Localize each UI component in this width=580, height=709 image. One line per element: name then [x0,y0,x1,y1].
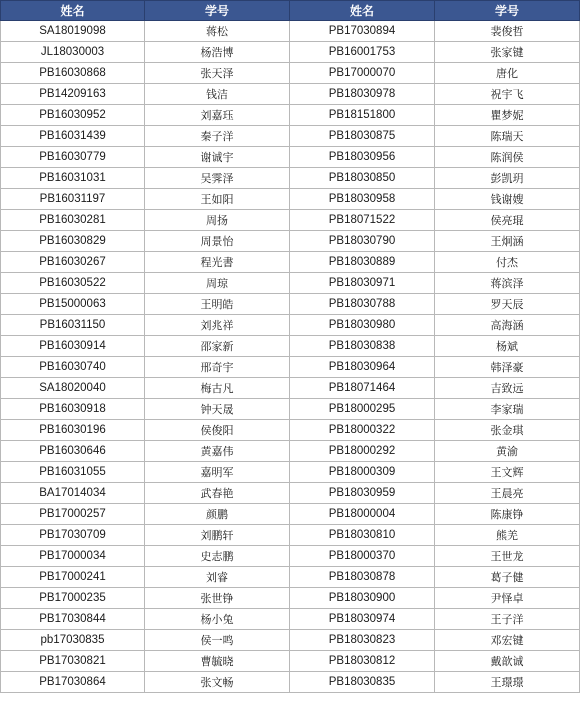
student-id-cell: PB16030281 [1,210,145,231]
student-name-cell: 梅古凡 [145,378,290,399]
student-id-cell: PB18071464 [290,378,435,399]
student-id-cell: PB18030823 [290,630,435,651]
student-id-cell: PB18000004 [290,504,435,525]
student-id-cell: PB17030894 [290,21,435,42]
student-id-cell: PB16031197 [1,189,145,210]
header-name-col-2: 姓名 [290,1,435,21]
student-name-cell: 钱谢嫂 [435,189,580,210]
student-id-cell: PB18000292 [290,441,435,462]
student-id-cell: PB16030267 [1,252,145,273]
student-id-cell: PB16030918 [1,399,145,420]
student-name-cell: 周扬 [145,210,290,231]
student-id-cell: PB17030821 [1,651,145,672]
student-name-cell: 周琼 [145,273,290,294]
student-id-cell: PB18030875 [290,126,435,147]
student-name-cell: 祝宇飞 [435,84,580,105]
student-name-cell: 张天泽 [145,63,290,84]
student-id-cell: pb17030835 [1,630,145,651]
student-id-cell: PB16030740 [1,357,145,378]
student-name-cell: 蒋滨泽 [435,273,580,294]
table-row [1,504,580,525]
student-name-cell: 李家瑞 [435,399,580,420]
student-id-cell: JL18030003 [1,42,145,63]
table-row [1,105,580,126]
student-name-cell: 王璟璟 [435,672,580,693]
table-row [1,651,580,672]
student-name-cell: 钟天晟 [145,399,290,420]
header-id-col-2: 学号 [435,1,580,21]
student-id-cell: PB16030952 [1,105,145,126]
table-row [1,378,580,399]
student-id-cell: PB18030964 [290,357,435,378]
student-id-cell: PB18030959 [290,483,435,504]
student-name-cell: 周景怡 [145,231,290,252]
student-id-cell: PB16030868 [1,63,145,84]
student-name-cell: 杨斌 [435,336,580,357]
student-id-cell: PB18030850 [290,168,435,189]
student-id-cell: PB16030196 [1,420,145,441]
table-row [1,21,580,42]
student-name-cell: 王子洋 [435,609,580,630]
student-name-cell: 葛子健 [435,567,580,588]
student-name-cell: 侯俊阳 [145,420,290,441]
table-row [1,525,580,546]
student-name-cell: 裴俊哲 [435,21,580,42]
student-id-cell: PB18030974 [290,609,435,630]
student-name-cell: 张世铮 [145,588,290,609]
table-row [1,42,580,63]
student-name-cell: 吉致远 [435,378,580,399]
student-name-cell: 侯亮琨 [435,210,580,231]
table-row [1,273,580,294]
table-row [1,546,580,567]
student-id-cell: PB18030790 [290,231,435,252]
header-id-col-1: 学号 [145,1,290,21]
student-name-cell: 张文畅 [145,672,290,693]
student-id-cell: PB17000235 [1,588,145,609]
student-id-cell: PB18000309 [290,462,435,483]
table-row [1,336,580,357]
student-name-cell: 陈润侯 [435,147,580,168]
student-name-cell: 钱洁 [145,84,290,105]
student-id-cell: PB17000070 [290,63,435,84]
student-name-cell: 邓宏键 [435,630,580,651]
student-id-cell: PB18030810 [290,525,435,546]
student-name-cell: 黄嘉伟 [145,441,290,462]
table-row [1,126,580,147]
student-name-cell: 刘兆祥 [145,315,290,336]
student-name-cell: 熊羌 [435,525,580,546]
student-name-cell: 瞿梦妮 [435,105,580,126]
student-id-cell: PB18000370 [290,546,435,567]
student-name-cell: 王如阳 [145,189,290,210]
student-name-cell: 嘉明军 [145,462,290,483]
table-row [1,84,580,105]
table-row [1,189,580,210]
student-name-cell: 吴霁泽 [145,168,290,189]
student-id-cell: BA17014034 [1,483,145,504]
student-id-cell: PB17030844 [1,609,145,630]
student-name-cell: 罗天辰 [435,294,580,315]
student-id-cell: PB16031150 [1,315,145,336]
student-name-cell: 秦子洋 [145,126,290,147]
student-name-cell: 韩泽豪 [435,357,580,378]
table-row [1,672,580,693]
table-row [1,399,580,420]
student-id-cell: PB18030812 [290,651,435,672]
student-name-cell: 付杰 [435,252,580,273]
student-id-cell: PB18000322 [290,420,435,441]
student-name-cell: 史志鹏 [145,546,290,567]
student-id-cell: PB18030835 [290,672,435,693]
student-id-cell: PB18030900 [290,588,435,609]
student-name-cell: 程光書 [145,252,290,273]
student-name-cell: 颜鹏 [145,504,290,525]
student-name-cell: 彭凯玥 [435,168,580,189]
student-id-cell: PB17000257 [1,504,145,525]
student-id-cell: PB17000034 [1,546,145,567]
table-row [1,210,580,231]
header-row [1,1,580,21]
student-id-cell: PB18030956 [290,147,435,168]
student-id-cell: PB18030978 [290,84,435,105]
table-row [1,441,580,462]
student-name-cell: 王明皓 [145,294,290,315]
student-id-cell: PB14209163 [1,84,145,105]
student-id-cell: PB18030889 [290,252,435,273]
student-name-cell: 杨浩博 [145,42,290,63]
student-id-cell: PB16031055 [1,462,145,483]
student-id-cell: PB18030838 [290,336,435,357]
student-id-cell: PB17000241 [1,567,145,588]
student-name-cell: 杨小兔 [145,609,290,630]
roster-body [1,21,580,693]
student-name-cell: 蒋松 [145,21,290,42]
student-name-cell: 陈康铮 [435,504,580,525]
table-row [1,588,580,609]
table-row [1,63,580,84]
table-row [1,462,580,483]
student-name-cell: 武春艳 [145,483,290,504]
student-name-cell: 高海涵 [435,315,580,336]
student-id-cell: SA18020040 [1,378,145,399]
student-name-cell: 唐化 [435,63,580,84]
table-row [1,420,580,441]
student-id-cell: PB18030971 [290,273,435,294]
student-id-cell: PB16030646 [1,441,145,462]
student-name-cell: 谢诚宇 [145,147,290,168]
student-name-cell: 王炯涵 [435,231,580,252]
student-name-cell: 戴歆诚 [435,651,580,672]
table-row [1,168,580,189]
student-name-cell: 刘嘉珏 [145,105,290,126]
table-row [1,609,580,630]
student-id-cell: PB16030829 [1,231,145,252]
student-name-cell: 张金琪 [435,420,580,441]
roster-header [1,1,580,21]
student-id-cell: PB16001753 [290,42,435,63]
table-row [1,231,580,252]
student-id-cell: PB16030914 [1,336,145,357]
student-name-cell: 王晨亮 [435,483,580,504]
student-id-cell: PB16031439 [1,126,145,147]
table-row [1,147,580,168]
student-name-cell: 黄渝 [435,441,580,462]
student-id-cell: SA18019098 [1,21,145,42]
student-id-cell: PB18151800 [290,105,435,126]
student-name-cell: 刘睿 [145,567,290,588]
student-id-cell: PB18030980 [290,315,435,336]
student-id-cell: PB16030779 [1,147,145,168]
student-id-cell: PB18030788 [290,294,435,315]
table-row [1,294,580,315]
student-name-cell: 张家键 [435,42,580,63]
student-name-cell: 邵家新 [145,336,290,357]
student-id-cell: PB18030878 [290,567,435,588]
student-name-cell: 邢奇宇 [145,357,290,378]
table-row [1,567,580,588]
student-id-cell: PB16031031 [1,168,145,189]
header-name-col-1: 姓名 [1,1,145,21]
student-name-cell: 尹怿卓 [435,588,580,609]
student-name-cell: 刘鹏轩 [145,525,290,546]
student-id-cell: PB18071522 [290,210,435,231]
student-name-cell: 侯一鸣 [145,630,290,651]
student-id-cell: PB15000063 [1,294,145,315]
student-id-cell: PB18000295 [290,399,435,420]
student-id-cell: PB17030864 [1,672,145,693]
table-row [1,315,580,336]
student-id-cell: PB18030958 [290,189,435,210]
table-row [1,483,580,504]
student-id-cell: PB17030709 [1,525,145,546]
student-name-cell: 王世龙 [435,546,580,567]
table-row [1,252,580,273]
table-row [1,630,580,651]
student-id-cell: PB16030522 [1,273,145,294]
student-name-cell: 陈瑞天 [435,126,580,147]
student-name-cell: 曹毓晓 [145,651,290,672]
table-row [1,357,580,378]
student-name-cell: 王文辉 [435,462,580,483]
